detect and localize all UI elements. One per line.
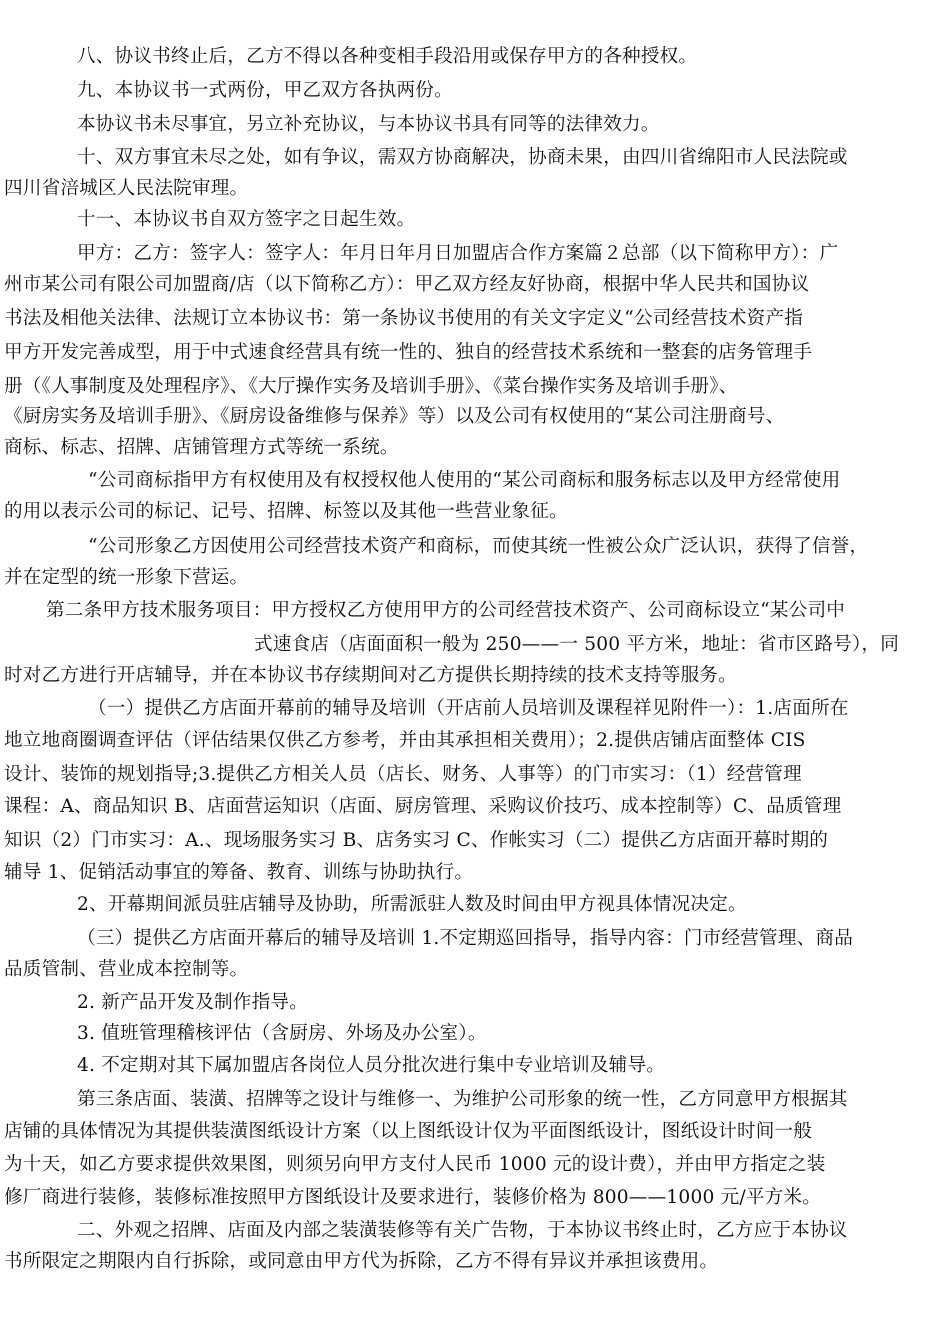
text-line: 品质管制、营业成本控制等。 [4,959,249,980]
text-line: 州市某公司有限公司加盟商/店（以下简称乙方）：甲乙双方经友好协商，根据中华人民共和国协议 [4,274,810,295]
text-line: 甲方：乙方：签字人：签字人：年月日年月日加盟店合作方案篇２总部（以下简称甲方）：广 [77,243,839,264]
text-line: 商标、标志、招牌、店铺管理方式等统一系统。 [4,437,399,458]
text-line: 书法及相他关法律、法规订立本协议书：第一条协议书使用的有关文字定义“公司经营技术资产指 [4,308,804,329]
text-line: 2、开幕期间派员驻店辅导及协助，所需派驻人数及时间由甲方视具体情况决定。 [77,894,747,915]
text-line: 第二条甲方技术服务项目：甲方授权乙方使用甲方的公司经营技术资产、公司商标设立“某公司中 [46,600,846,621]
text-line: 修厂商进行装修，装修标准按照甲方图纸设计及要求进行，装修价格为 800——1000 元/平方米。 [4,1187,822,1208]
text-line: 设计、装饰的规划指导;3.提供乙方相关人员（店长、财务、人事等）的门市实习：（1）经营管理 [4,764,802,785]
text-line: 并在定型的统一形象下营运。 [4,567,249,588]
text-line: 2. 新产品开发及制作指导。 [77,992,308,1013]
text-line: 地立地商圈调查评估（评估结果仅供乙方参考，并由其承担相关费用）；2.提供店铺店面整体 CIS [4,730,806,751]
text-line: 九、本协议书一式两份，甲乙双方各执两份。 [77,80,453,101]
text-line: 第三条店面、装潢、招牌等之设计与维修一、为维护公司形象的统一性，乙方同意甲方根据其 [77,1089,848,1110]
text-line: 《厨房实务及培训手册》、《厨房设备维修与保养》等）以及公司有权使用的“某公司注册商号、 [4,406,785,427]
text-line: 时对乙方进行开店辅导，并在本协议书存续期间对乙方提供长期持续的技术支持等服务。 [4,665,737,686]
text-line: 3. 值班管理稽核评估（含厨房、外场及办公室）。 [77,1023,487,1044]
text-line: 书所限定之期限内自行拆除，或同意由甲方代为拆除，乙方不得有异议并承担该费用。 [4,1251,719,1272]
text-line: 为十天，如乙方要求提供效果图，则须另向甲方支付人民币 1000 元的设计费），并由甲方指定之装 [4,1154,826,1175]
text-line: 式速食店（店面面积一般为 250——一 500 平方米，地址：省市区路号），同 [254,634,900,655]
text-line: 十一、本协议书自双方签字之日起生效。 [77,209,416,230]
text-line: （一）提供乙方店面开幕前的辅导及培训（开店前人员培训及课程祥见附件一）：1.店面所在 [88,698,849,719]
text-line: 本协议书未尽事宜，另立补充协议，与本协议书具有同等的法律效力。 [77,114,660,135]
text-line: 八、协议书终止后，乙方不得以各种变相手段沿用或保存甲方的各种授权。 [77,46,698,67]
text-line: 4. 不定期对其下属加盟店各岗位人员分批次进行集中专业培训及辅导。 [77,1055,666,1076]
text-line: “公司形象乙方因使用公司经营技术资产和商标，而使其统一性被公众广泛认识，获得了信誉， [88,536,869,557]
text-line: 知识（2）门市实习：A.、现场服务实习 B、店务实习 C、作帐实习（二）提供乙方店面开幕时期的 [4,830,829,851]
text-line: 辅导 1、促销活动事宜的筹备、教育、训练与协助执行。 [4,862,474,883]
text-line: 课程：A、商品知识 B、店面营运知识（店面、厨房管理、采购议价技巧、成本控制等）C、品质管理 [4,796,842,817]
text-line: “公司商标指甲方有权使用及有权授权他人使用的“某公司商标和服务标志以及甲方经常使用 [88,470,841,491]
text-line: （三）提供乙方店面开幕后的辅导及培训 1.不定期巡回指导，指导内容：门市经营管理、商品 [77,928,854,949]
text-line: 店铺的具体情况为其提供装潢图纸设计方案（以上图纸设计仅为平面图纸设计，图纸设计时间一般 [4,1121,813,1142]
text-line: 册（《人事制度及处理程序》、《大厅操作实务及培训手册》、《菜台操作实务及培训手册》、 [4,376,738,397]
text-line: 四川省涪城区人民法院审理。 [4,178,249,199]
text-line: 甲方开发完善成型，用于中式速食经营具有统一性的、独自的经营技术系统和一整套的店务管理手 [4,342,813,363]
text-line: 的用以表示公司的标记、记号、招牌、标签以及其他一些营业象征。 [4,501,568,522]
text-line: 十、双方事宜未尽之处，如有争议，需双方协商解决，协商未果，由四川省绵阳市人民法院或 [77,147,848,168]
text-line: 二、外观之招牌、店面及内部之装潢装修等有关广告物，于本协议书终止时，乙方应于本协议 [77,1220,848,1241]
